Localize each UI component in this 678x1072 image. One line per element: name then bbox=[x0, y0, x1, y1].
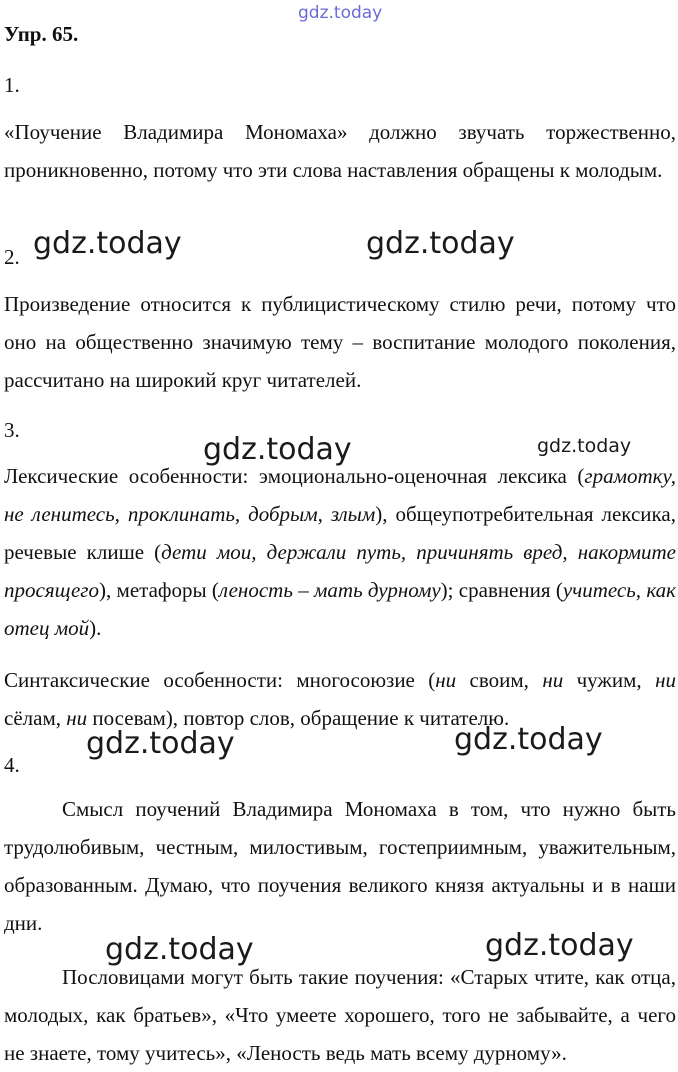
section-1-paragraph-1 bbox=[4, 113, 676, 189]
text-run: ), метафоры ( bbox=[98, 578, 219, 602]
section-2-paragraph-1 bbox=[4, 285, 676, 399]
watermark: gdz.today bbox=[203, 432, 352, 467]
section-3-paragraph-2 bbox=[4, 661, 676, 737]
watermark: gdz.today bbox=[105, 932, 254, 967]
italic-example: ни bbox=[435, 668, 457, 692]
text-run: «Поучение Владимира Мономаха» должно звучать торжественно, проникновенно, потому что эти слова наставления обращены к молодым. bbox=[4, 120, 676, 182]
italic-example: ни bbox=[66, 706, 88, 730]
text-run: ), общеупотребительная лексика, речевые клише ( bbox=[4, 502, 676, 564]
italic-example: ни bbox=[542, 668, 564, 692]
watermark-top: gdz.today bbox=[298, 3, 383, 23]
section-2-number: 2. bbox=[4, 245, 20, 269]
watermark: gdz.today bbox=[33, 226, 182, 261]
text-run: ); сравнения ( bbox=[440, 578, 563, 602]
watermark: gdz.today bbox=[366, 226, 515, 261]
section-3-number: 3. bbox=[4, 418, 20, 442]
section-4-number: 4. bbox=[4, 753, 20, 777]
italic-example: ни bbox=[655, 668, 676, 692]
text-run: Пословицами могут быть такие поучения: «Старых чтите, как отца, молодых, как братьев», «Что умеете хорошего, того не забывайте, а чего не знаете, тому учитесь», «Леность ведь мать всему дурному». bbox=[4, 965, 676, 1065]
section-4-paragraph-2 bbox=[4, 958, 676, 1072]
section-4-paragraph-1 bbox=[4, 790, 676, 942]
italic-example: учитесь, как отец мой bbox=[4, 578, 676, 640]
section-1-number: 1. bbox=[4, 73, 20, 97]
italic-example: дети мои, держали путь, причинять вред, накормите просящего bbox=[4, 540, 676, 602]
watermark: gdz.today bbox=[86, 726, 235, 761]
text-run: чужим, bbox=[563, 668, 656, 692]
watermark: gdz.today bbox=[537, 435, 632, 457]
text-run: Произведение относится к публицистическому стилю речи, потому что оно на общественно значимую тему – воспитание молодого поколения, рассчитано на широкий круг читателей. bbox=[4, 292, 676, 392]
watermark: gdz.today bbox=[454, 722, 603, 757]
italic-example: леность – мать дурному bbox=[218, 578, 441, 602]
text-run: Синтаксические особенности: многосоюзие ( bbox=[4, 668, 436, 692]
watermark: gdz.today bbox=[485, 928, 634, 963]
text-run: Смысл поучений Владимира Мономаха в том, что нужно быть трудолюбивым, честным, милостивым, гостеприимным, уважительным, образованным. Думаю, что поучения великого князя актуальны и в наши дни. bbox=[4, 797, 676, 935]
section-3-paragraph-1 bbox=[4, 457, 676, 647]
text-run: Лексические особенности: эмоционально-оценочная лексика ( bbox=[4, 464, 585, 488]
italic-example: грамотку, не ленитесь, проклинать, добрым, злым bbox=[4, 464, 676, 526]
text-run: посевам), повтор слов, обращение к читателю. bbox=[87, 706, 510, 730]
text-run: ). bbox=[89, 616, 102, 640]
text-run: сёлам, bbox=[4, 706, 67, 730]
exercise-heading: Упр. 65. bbox=[4, 22, 79, 46]
text-run: своим, bbox=[456, 668, 543, 692]
